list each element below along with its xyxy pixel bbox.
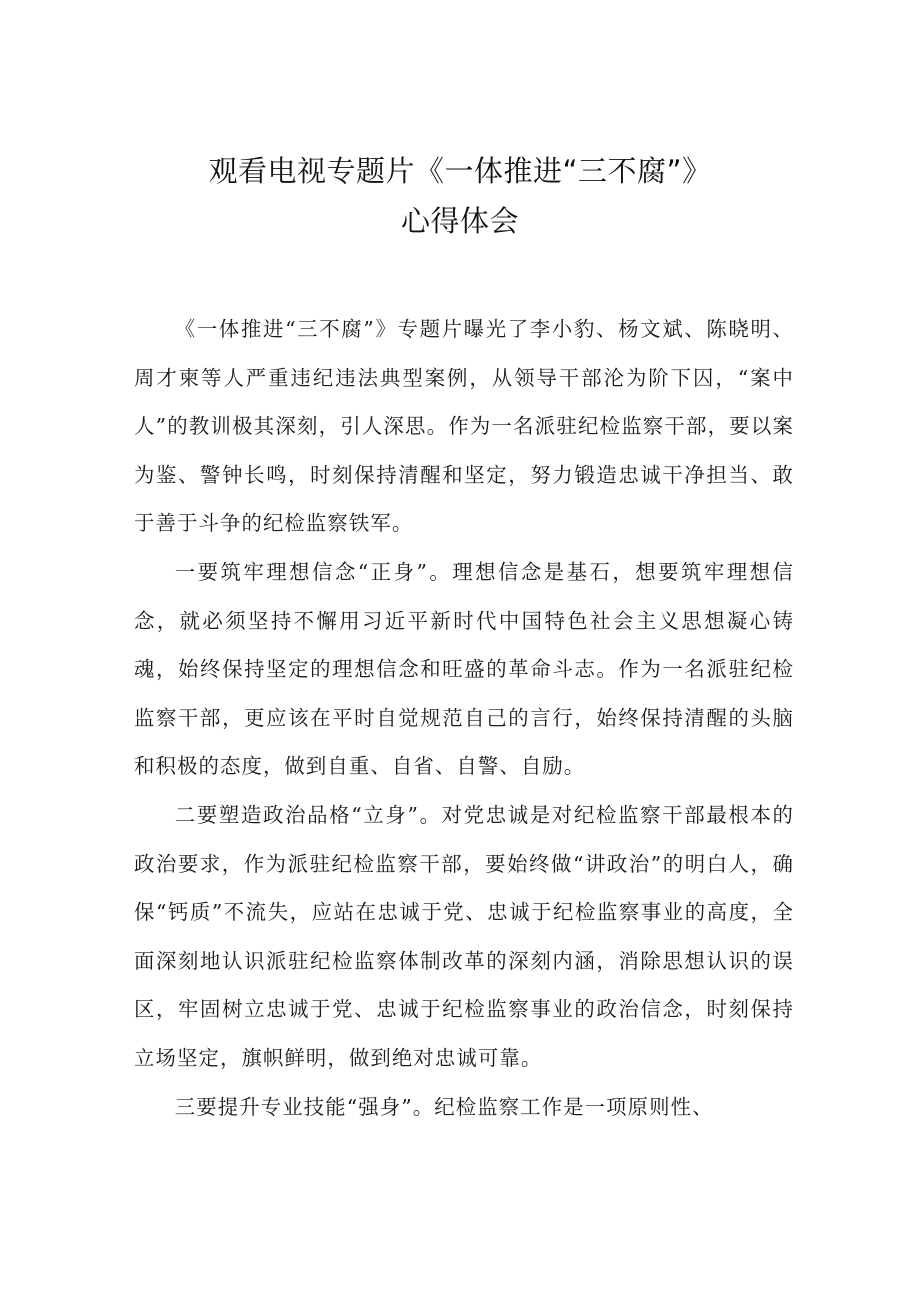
paragraph-point-2: 二要塑造政治品格“立身”。对党忠诚是对纪检监察干部最根本的政治要求，作为派驻纪检监察干部，要始终做“讲政治”的明白人，确保“钙质”不流失，应站在忠诚于党、忠诚于纪检监察事业的高度，全面深刻地认识派驻纪检监察体制改革的深刻内涵，消除思想认识的误区，牢固树立忠诚于党、忠诚于纪检监察事业的政治信念，时刻保持立场坚定，旗帜鲜明，做到绝对忠诚可靠。 xyxy=(134,802,794,1070)
title-line-2: 心得体会 xyxy=(400,204,519,238)
document-body xyxy=(134,305,794,1131)
document-title xyxy=(60,146,860,246)
paragraph-intro: 《一体推进“三不腐”》专题片曝光了李小豹、杨文斌、陈晓明、周才柬等人严重违纪违法典型案例，从领导干部沦为阶下囚，“案中人”的教训极其深刻，引人深思。作为一名派驻纪检监察干部，要以案为鉴、警钟长鸣，时刻保持清醒和坚定，努力锻造忠诚干净担当、敢于善于斗争的纪检监察铁军。 xyxy=(134,317,794,536)
paragraph-point-1: 一要筑牢理想信念“正身”。理想信念是基石，想要筑牢理想信念，就必须坚持不懈用习近平新时代中国特色社会主义思想凝心铸魂，始终保持坚定的理想信念和旺盛的革命斗志。作为一名派驻纪检监察干部，更应该在平时自觉规范自己的言行，始终保持清醒的头脑和积极的态度，做到自重、自省、自警、自励。 xyxy=(134,559,794,779)
title-line-1: 观看电视专题片《一体推进“三不腐”》 xyxy=(208,154,712,188)
paragraph-point-3: 三要提升专业技能“强身”。纪检监察工作是一项原则性、 xyxy=(174,1094,714,1119)
